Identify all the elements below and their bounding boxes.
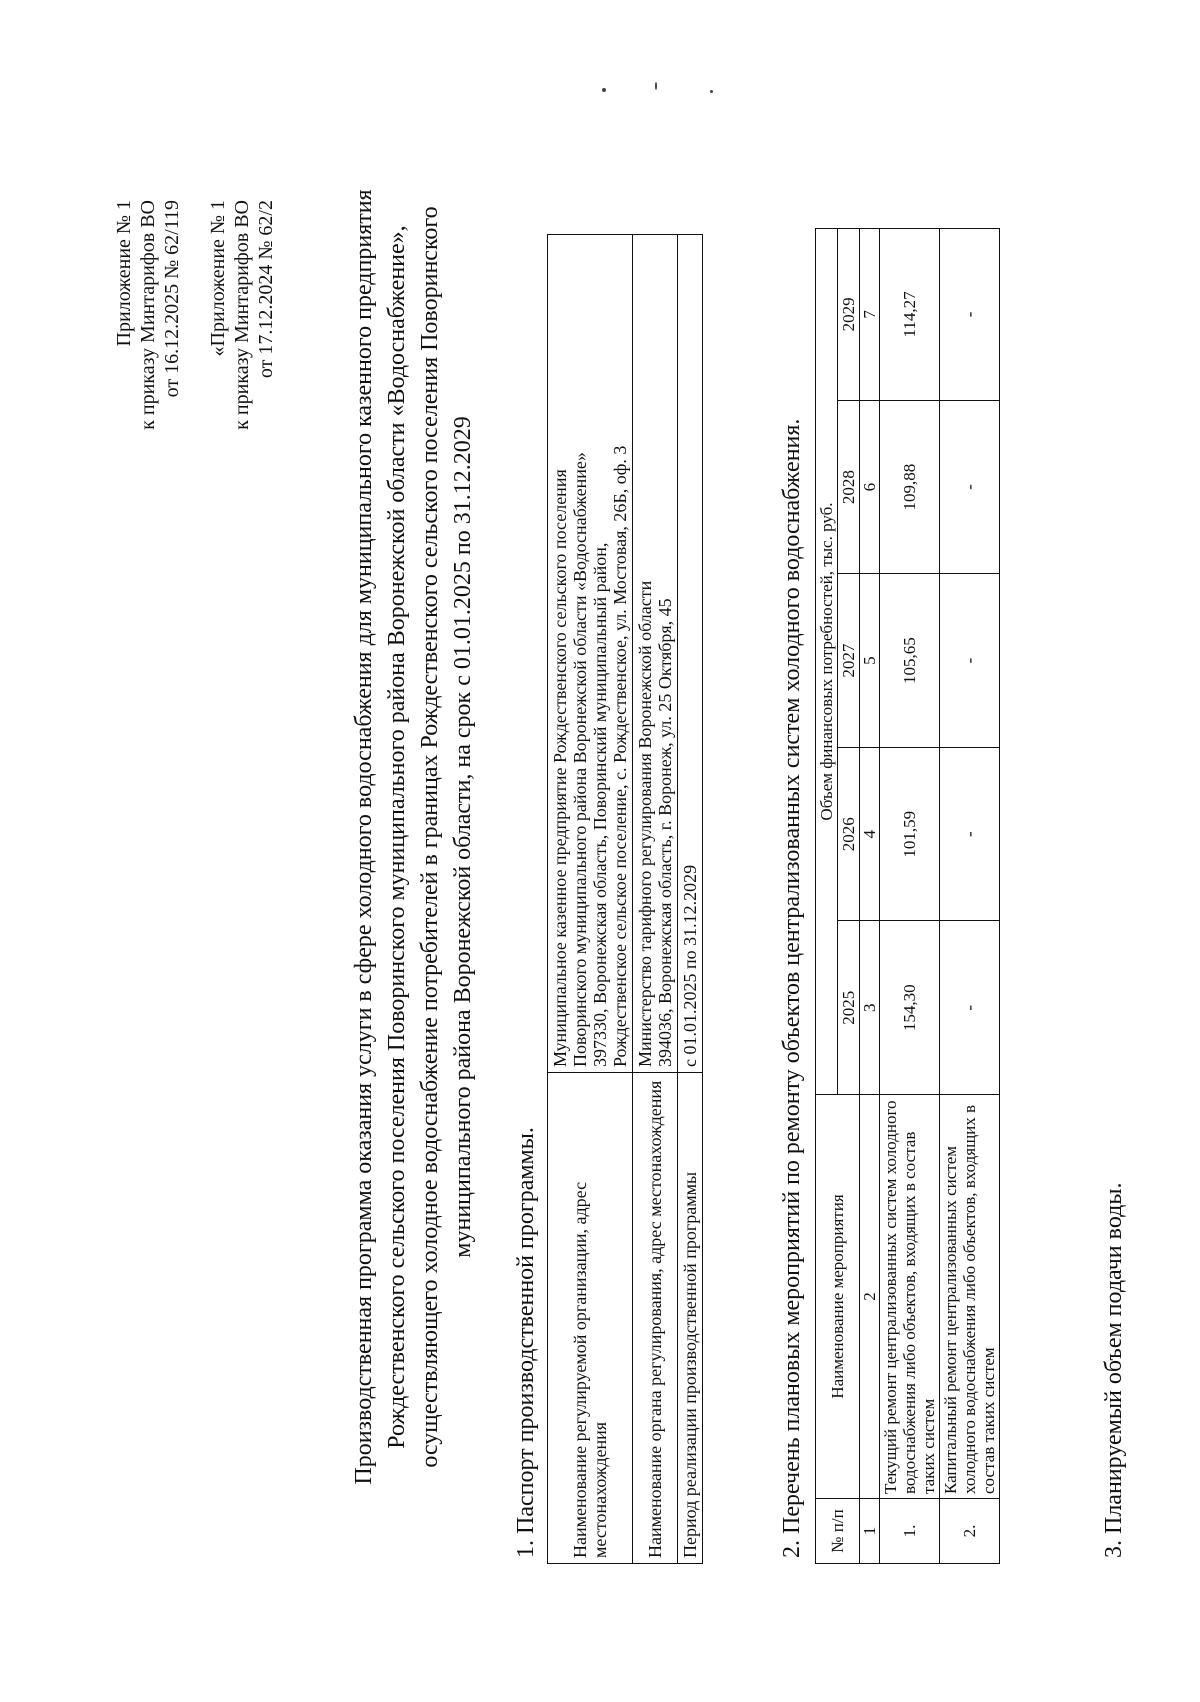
table-row: [633, 235, 678, 1564]
row-value: -: [940, 229, 1000, 401]
header-year: 2027: [838, 574, 860, 748]
table-row: [880, 229, 940, 1564]
row-value: -: [940, 400, 1000, 574]
header-year: 2029: [838, 229, 860, 401]
passport-label: Наименование регулируемой организации, адрес местонахождения: [548, 1073, 633, 1564]
passport-value-line: с 01.01.2025 по 31.12.2029: [680, 864, 700, 1067]
index-cell: 1: [860, 1499, 880, 1564]
index-cell: 2: [860, 1095, 880, 1499]
header-year: 2028: [838, 400, 860, 574]
row-name: Капитальный ремонт централизованных систем холодного водоснабжения либо объектов, входящих в состав таких систем: [940, 1095, 1000, 1499]
annex-current: [112, 200, 184, 430]
index-cell: 5: [860, 574, 880, 748]
header-num: № п/п: [816, 1499, 860, 1564]
row-value: 101,59: [880, 747, 940, 921]
scan-speck: [602, 88, 606, 92]
row-value: -: [940, 921, 1000, 1095]
row-value: 154,30: [880, 921, 940, 1095]
table-row: [678, 235, 703, 1564]
passport-value-line: Поворинского муниципального района Воронежской области «Водоснабжение»: [570, 452, 590, 1067]
passport-value: [633, 235, 678, 1073]
passport-label: Наименование органа регулирования, адрес местонахождения: [633, 1073, 678, 1564]
section-water-volume-title: 3. Планируемый объем подачи воды.: [1101, 1182, 1127, 1558]
annex-previous: [206, 200, 278, 430]
table-index-row: [860, 229, 880, 1564]
row-num: 1.: [880, 1499, 940, 1564]
passport-value-line: Рождественское сельское поселение, с. Рождественское, ул. Мостовая, 26Б, оф. 3: [610, 445, 630, 1067]
row-value: 114,27: [880, 229, 940, 401]
section-passport-title: 1. Паспорт производственной программы.: [513, 1127, 539, 1558]
passport-value-line: Муниципальное казенное предприятие Рождественского сельского поселения: [550, 469, 570, 1067]
row-value: -: [940, 747, 1000, 921]
annex-current-line: Приложение № 1: [113, 200, 135, 347]
table-row: [940, 229, 1000, 1564]
document-title: Производственная программа оказания услуги в сфере холодного водоснабжения для муниципального казенного предприятия Рождественского сельского поселения Поворинского муниципального района Воронежской области «Водоснабжение», осуществляющего холодное водоснабжение потребителей в границах Рождественского сельского поселения Поворинского муниципального района Воронежской области, на срок с 01.01.2025 по 31.12.2029: [351, 189, 476, 1485]
annex-previous-line: от 17.12.2024 № 62/2: [255, 200, 277, 379]
index-cell: 6: [860, 400, 880, 574]
row-name: Текущий ремонт централизованных систем холодного водоснабжения либо объектов, входящих в состав таких систем: [880, 1095, 940, 1499]
row-value: 109,88: [880, 400, 940, 574]
annex-current-line: к приказу Минтарифов ВО: [137, 200, 159, 430]
measures-table: [815, 228, 1000, 1564]
passport-value-line: 397330, Воронежская область, Поворинский муниципальный район,: [590, 542, 610, 1067]
table-header-row: [816, 229, 838, 1564]
index-cell: 4: [860, 747, 880, 921]
passport-value: [678, 235, 703, 1073]
index-cell: 3: [860, 921, 880, 1095]
annex-previous-line: к приказу Минтарифов ВО: [231, 200, 253, 430]
passport-table: [547, 234, 703, 1564]
passport-value: [548, 235, 633, 1073]
scan-speck: [655, 82, 657, 90]
header-name: Наименование мероприятия: [816, 1095, 860, 1499]
index-cell: 7: [860, 229, 880, 401]
section-measures-title: 2. Перечень плановых мероприятий по ремонту объектов централизованных систем холодного водоснабжения.: [779, 418, 805, 1558]
header-year: 2025: [838, 921, 860, 1095]
passport-value-line: Министерство тарифного регулирования Воронежской области: [635, 580, 655, 1067]
table-row: [548, 235, 633, 1564]
scan-speck: [710, 90, 713, 93]
row-num: 2.: [940, 1499, 1000, 1564]
annex-previous-line: «Приложение № 1: [207, 200, 229, 357]
row-value: -: [940, 574, 1000, 748]
passport-value-line: 394036, Воронежская область, г. Воронеж, ул. 25 Октября, 45: [655, 598, 675, 1067]
row-value: 105,65: [880, 574, 940, 748]
header-year: 2026: [838, 747, 860, 921]
header-volume: Объем финансовых потребностей, тыс. руб.: [816, 229, 838, 1095]
annex-current-line: от 16.12.2025 № 62/119: [161, 200, 183, 398]
passport-label: Период реализации производственной программы: [678, 1073, 703, 1564]
